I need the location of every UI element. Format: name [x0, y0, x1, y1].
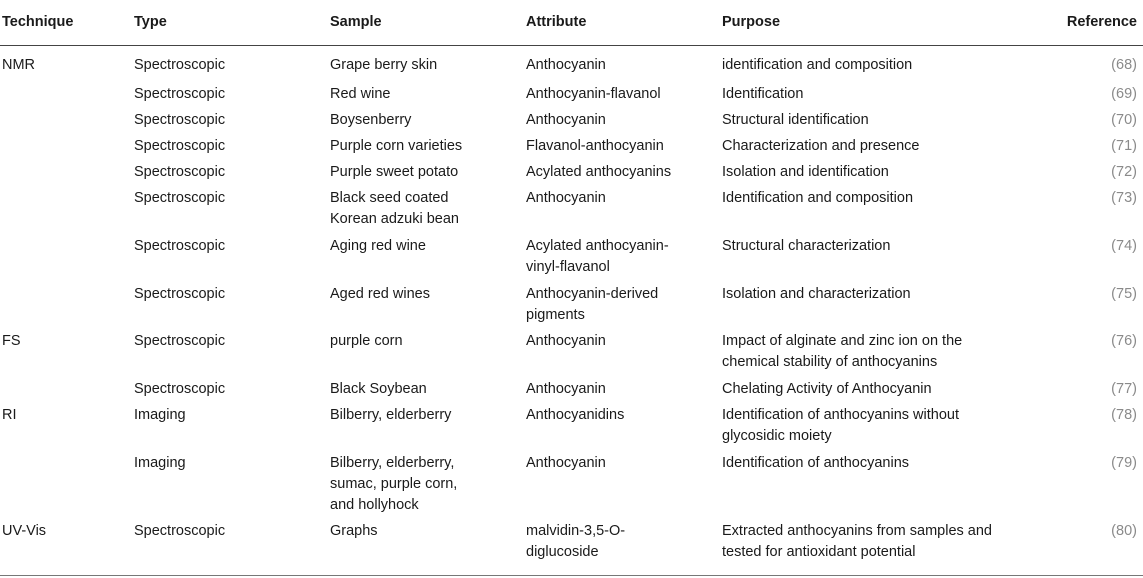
cell-technique [0, 281, 134, 328]
type-text: Spectroscopic [134, 163, 226, 180]
sample-line: and hollyhock [330, 496, 419, 513]
cell-sample [330, 328, 526, 376]
cell-attribute [526, 46, 722, 81]
table-row [0, 328, 1143, 376]
purpose-text: Structural characterization [722, 237, 891, 254]
cell-type [134, 107, 330, 133]
purpose-text: Identification of anthocyanins [722, 454, 910, 471]
purpose-text: Structural identification [722, 111, 869, 128]
reference-number: 80 [1116, 522, 1133, 539]
sample-line: sumac, purple corn, [330, 475, 458, 492]
cell-purpose [722, 450, 1042, 518]
cell-reference [1042, 281, 1143, 328]
reference-link[interactable]: (70) [1111, 111, 1137, 128]
reference-number: 77 [1116, 380, 1133, 397]
type-text: Spectroscopic [134, 111, 226, 128]
technique-text: FS [2, 332, 21, 349]
cell-type [134, 402, 330, 450]
cell-technique [0, 46, 134, 81]
reference-link[interactable]: (69) [1111, 85, 1137, 102]
cell-reference [1042, 376, 1143, 402]
sample-text: Black Soybean [330, 380, 427, 397]
reference-link[interactable]: (78) [1111, 406, 1137, 423]
cell-sample [330, 518, 526, 563]
reference-number: 75 [1116, 285, 1133, 302]
attribute-line: malvidin-3,5-O- [526, 522, 626, 539]
cell-reference [1042, 450, 1143, 518]
attribute-text: Flavanol-anthocyanin [526, 137, 664, 154]
sample-text: Aging red wine [330, 237, 426, 254]
column-header-reference: Reference [1042, 0, 1143, 46]
cell-sample [330, 133, 526, 159]
cell-reference [1042, 328, 1143, 376]
table-row [0, 81, 1143, 107]
table-row [0, 376, 1143, 402]
type-text: Spectroscopic [134, 332, 226, 349]
reference-link[interactable]: (73) [1111, 189, 1137, 206]
purpose-text: Identification [722, 85, 804, 102]
sample-text: Red wine [330, 85, 391, 102]
cell-attribute [526, 81, 722, 107]
type-text: Spectroscopic [134, 522, 226, 539]
purpose-line: tested for antioxidant potential [722, 543, 916, 560]
attribute-text: Anthocyanin [526, 189, 606, 206]
purpose-text: identification and composition [722, 57, 913, 73]
cell-attribute [526, 107, 722, 133]
reference-link[interactable]: (71) [1111, 137, 1137, 154]
type-text: Spectroscopic [134, 380, 226, 397]
reference-link[interactable]: (68) [1111, 57, 1137, 73]
reference-link[interactable]: (79) [1111, 454, 1137, 471]
purpose-line: Impact of alginate and zinc ion on the [722, 332, 963, 349]
table-row [0, 159, 1143, 185]
purpose-text: Isolation and identification [722, 163, 889, 180]
table-bottom-rule [0, 575, 1143, 576]
reference-number: 69 [1116, 85, 1133, 102]
type-text: Spectroscopic [134, 237, 226, 254]
column-header-type: Type [134, 0, 330, 46]
cell-reference [1042, 233, 1143, 281]
attribute-text: Anthocyanin-flavanol [526, 85, 661, 102]
table-row [0, 281, 1143, 328]
attribute-line: diglucoside [526, 543, 599, 560]
sample-text: purple corn [330, 332, 403, 349]
cell-purpose [722, 159, 1042, 185]
cell-purpose [722, 233, 1042, 281]
cell-technique [0, 518, 134, 563]
type-text: Spectroscopic [134, 189, 226, 206]
cell-type [134, 328, 330, 376]
reference-number: 74 [1116, 237, 1133, 254]
sample-line: Black seed coated [330, 189, 449, 206]
cell-technique [0, 81, 134, 107]
attribute-text: Anthocyanin [526, 380, 606, 397]
reference-link[interactable]: (80) [1111, 522, 1137, 539]
cell-technique [0, 185, 134, 233]
cell-technique [0, 133, 134, 159]
cell-technique [0, 159, 134, 185]
table-row [0, 518, 1143, 563]
attribute-text: Anthocyanin [526, 111, 606, 128]
cell-technique [0, 450, 134, 518]
sample-text: Bilberry, elderberry [330, 406, 452, 423]
cell-purpose [722, 46, 1042, 81]
column-header-purpose: Purpose [722, 0, 1042, 46]
attribute-line: pigments [526, 306, 585, 323]
cell-reference [1042, 159, 1143, 185]
type-text: Spectroscopic [134, 57, 226, 73]
cell-reference [1042, 133, 1143, 159]
purpose-line: glycosidic moiety [722, 427, 832, 444]
reference-link[interactable]: (77) [1111, 380, 1137, 397]
cell-type [134, 233, 330, 281]
cell-reference [1042, 81, 1143, 107]
reference-link[interactable]: (75) [1111, 285, 1137, 302]
cell-reference [1042, 107, 1143, 133]
attribute-line: Anthocyanin-derived [526, 285, 659, 302]
attribute-text: Anthocyanin [526, 57, 606, 73]
cell-purpose [722, 107, 1042, 133]
cell-type [134, 159, 330, 185]
cell-sample [330, 376, 526, 402]
table-header [0, 0, 1143, 46]
technique-text: NMR [2, 57, 36, 73]
cell-attribute [526, 402, 722, 450]
reference-number: 68 [1116, 57, 1133, 73]
reference-number: 72 [1116, 163, 1133, 180]
reference-number: 73 [1116, 189, 1133, 206]
sample-text: Purple sweet potato [330, 163, 459, 180]
sample-text: Boysenberry [330, 111, 412, 128]
sample-line: Korean adzuki bean [330, 210, 459, 227]
reference-number: 76 [1116, 332, 1133, 349]
cell-sample [330, 450, 526, 518]
cell-type [134, 46, 330, 81]
cell-reference [1042, 185, 1143, 233]
sample-line: Bilberry, elderberry, [330, 454, 455, 471]
technique-text: UV-Vis [2, 522, 47, 539]
column-header-attribute: Attribute [526, 0, 722, 46]
cell-attribute [526, 133, 722, 159]
cell-technique [0, 233, 134, 281]
cell-attribute [526, 233, 722, 281]
attribute-line: Acylated anthocyanin- [526, 237, 669, 254]
purpose-text: Chelating Activity of Anthocyanin [722, 380, 932, 397]
attribute-line: vinyl-flavanol [526, 258, 610, 275]
purpose-line: Extracted anthocyanins from samples and [722, 522, 992, 539]
reference-number: 78 [1116, 406, 1133, 423]
table-row [0, 185, 1143, 233]
cell-type [134, 518, 330, 563]
cell-type [134, 133, 330, 159]
purpose-line: Identification of anthocyanins without [722, 406, 959, 423]
cell-purpose [722, 81, 1042, 107]
sample-text: Grape berry skin [330, 57, 438, 73]
cell-sample [330, 233, 526, 281]
table-row [0, 133, 1143, 159]
technique-text: RI [2, 406, 17, 423]
cell-type [134, 81, 330, 107]
cell-sample [330, 107, 526, 133]
reference-number: 79 [1116, 454, 1133, 471]
cell-attribute [526, 518, 722, 563]
reference-link[interactable]: (74) [1111, 237, 1137, 254]
type-text: Imaging [134, 406, 186, 423]
cell-type [134, 185, 330, 233]
cell-sample [330, 402, 526, 450]
cell-type [134, 376, 330, 402]
cell-purpose [722, 376, 1042, 402]
cell-reference [1042, 518, 1143, 563]
cell-sample [330, 159, 526, 185]
cell-purpose [722, 281, 1042, 328]
attribute-text: Anthocyanidins [526, 406, 625, 423]
reference-link[interactable]: (76) [1111, 332, 1137, 349]
type-text: Spectroscopic [134, 285, 226, 302]
cell-attribute [526, 159, 722, 185]
table-row [0, 450, 1143, 518]
type-text: Spectroscopic [134, 85, 226, 102]
cell-technique [0, 402, 134, 450]
purpose-text: Isolation and characterization [722, 285, 911, 302]
cell-purpose [722, 328, 1042, 376]
cell-attribute [526, 376, 722, 402]
cell-technique [0, 107, 134, 133]
reference-link[interactable]: (72) [1111, 163, 1137, 180]
sample-text: Graphs [330, 522, 378, 539]
column-header-technique: Technique [0, 0, 134, 46]
type-text: Imaging [134, 454, 186, 471]
cell-attribute [526, 185, 722, 233]
purpose-text: Characterization and presence [722, 137, 920, 154]
cell-attribute [526, 328, 722, 376]
type-text: Spectroscopic [134, 137, 226, 154]
table-body [0, 46, 1143, 563]
cell-sample [330, 81, 526, 107]
sample-text: Purple corn varieties [330, 137, 463, 154]
cell-reference [1042, 46, 1143, 81]
cell-sample [330, 46, 526, 81]
cell-sample [330, 185, 526, 233]
table-row [0, 233, 1143, 281]
cell-technique [0, 376, 134, 402]
cell-type [134, 281, 330, 328]
reference-number: 70 [1116, 111, 1133, 128]
cell-purpose [722, 518, 1042, 563]
cell-purpose [722, 185, 1042, 233]
cell-attribute [526, 450, 722, 518]
cell-sample [330, 281, 526, 328]
attribute-text: Anthocyanin [526, 332, 606, 349]
cell-attribute [526, 281, 722, 328]
table-row [0, 107, 1143, 133]
purpose-line: chemical stability of anthocyanins [722, 353, 938, 370]
column-header-sample: Sample [330, 0, 526, 46]
table-row [0, 46, 1143, 81]
sample-text: Aged red wines [330, 285, 430, 302]
table-row [0, 402, 1143, 450]
cell-type [134, 450, 330, 518]
attribute-text: Anthocyanin [526, 454, 606, 471]
reference-number: 71 [1116, 137, 1133, 154]
cell-technique [0, 328, 134, 376]
cell-purpose [722, 133, 1042, 159]
cell-reference [1042, 402, 1143, 450]
purpose-text: Identification and composition [722, 189, 914, 206]
attribute-text: Acylated anthocyanins [526, 163, 672, 180]
header-row [0, 0, 1143, 46]
cell-purpose [722, 402, 1042, 450]
